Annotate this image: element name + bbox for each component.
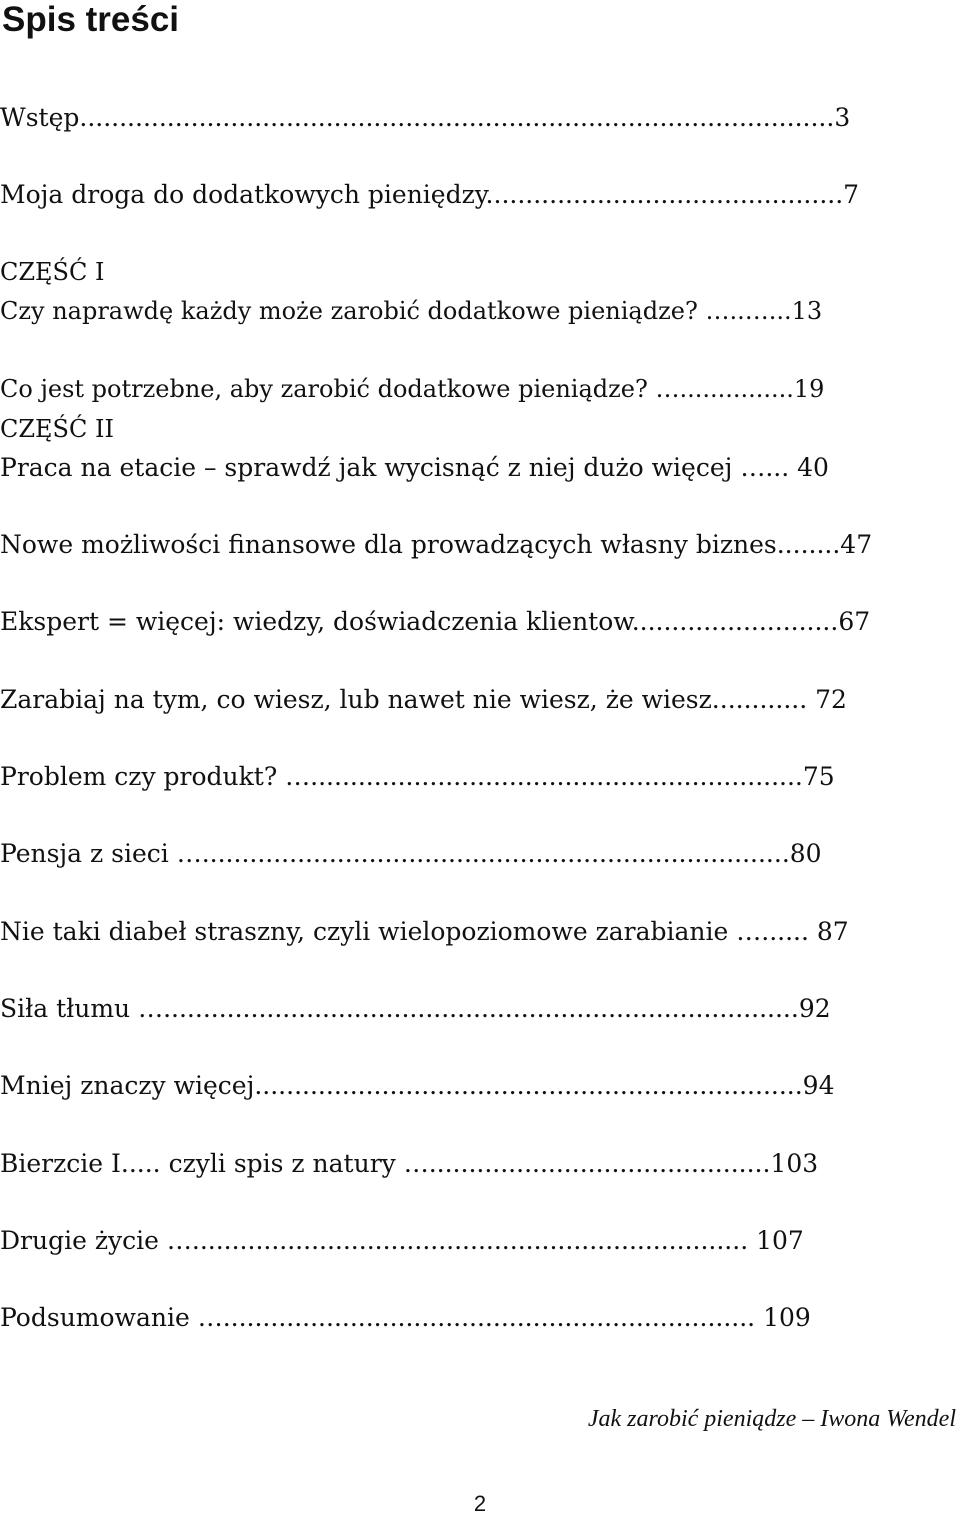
toc-entry-co-jest-potrzebne: Co jest potrzebne, aby zarobić dodatkowe pieniądze? …...............19 xyxy=(0,375,825,403)
toc-entry-nowe-mozliwosci: Nowe możliwości finansowe dla prowadzących własny biznes........47 xyxy=(0,530,873,559)
toc-entry-pensja-z-sieci: Pensja z sieci …..........................................................................80 xyxy=(0,839,822,868)
page-number: 2 xyxy=(473,1491,487,1516)
toc-entry-bierzcie: Bierzcie I..... czyli spis z natury …...........................................103 xyxy=(0,1149,819,1178)
footer-book-title: Jak zarobić pieniądze – Iwona Wendel xyxy=(587,1406,956,1432)
toc-entry-zarabiaj: Zarabiaj na tym, co wiesz, lub nawet nie wiesz, że wiesz............ 72 xyxy=(0,685,847,714)
toc-entry-drugie-zycie: Drugie życie …...................................................................... 107 xyxy=(0,1226,804,1255)
toc-section-czesc-2: CZĘŚĆ II xyxy=(0,415,114,443)
toc-entry-wstep: Wstęp...............................................................................................3 xyxy=(0,103,851,132)
toc-entry-ekspert: Ekspert = więcej: wiedzy, doświadczenia klientow..........................67 xyxy=(0,607,871,636)
toc-entry-podsumowanie: Podsumowanie …................................................................... 109 xyxy=(0,1303,811,1332)
toc-section-czesc-1: CZĘŚĆ I xyxy=(0,258,105,286)
toc-entry-praca-na-etacie: Praca na etacie – sprawdź jak wycisnąć z niej dużo więcej …... 40 xyxy=(0,453,829,482)
toc-entry-mniej-znaczy-wiecej: Mniej znaczy więcej.....................................................................94 xyxy=(0,1071,835,1100)
toc-entry-problem-czy-produkt: Problem czy produkt? …..............................................................75 xyxy=(0,762,835,791)
toc-entry-moja-droga: Moja droga do dodatkowych pieniędzy.............................................7 xyxy=(0,180,860,209)
toc-entry-czy-naprawde: Czy naprawdę każdy może zarobić dodatkowe pieniądze? …..…...13 xyxy=(0,297,823,325)
toc-entry-nie-taki-diabel: Nie taki diabeł straszny, czyli wielopoziomowe zarabianie …...... 87 xyxy=(0,917,849,946)
toc-entry-sila-tlumu: Siła tłumu …................................................................................92 xyxy=(0,994,831,1023)
page-title: Spis treści xyxy=(2,0,180,39)
